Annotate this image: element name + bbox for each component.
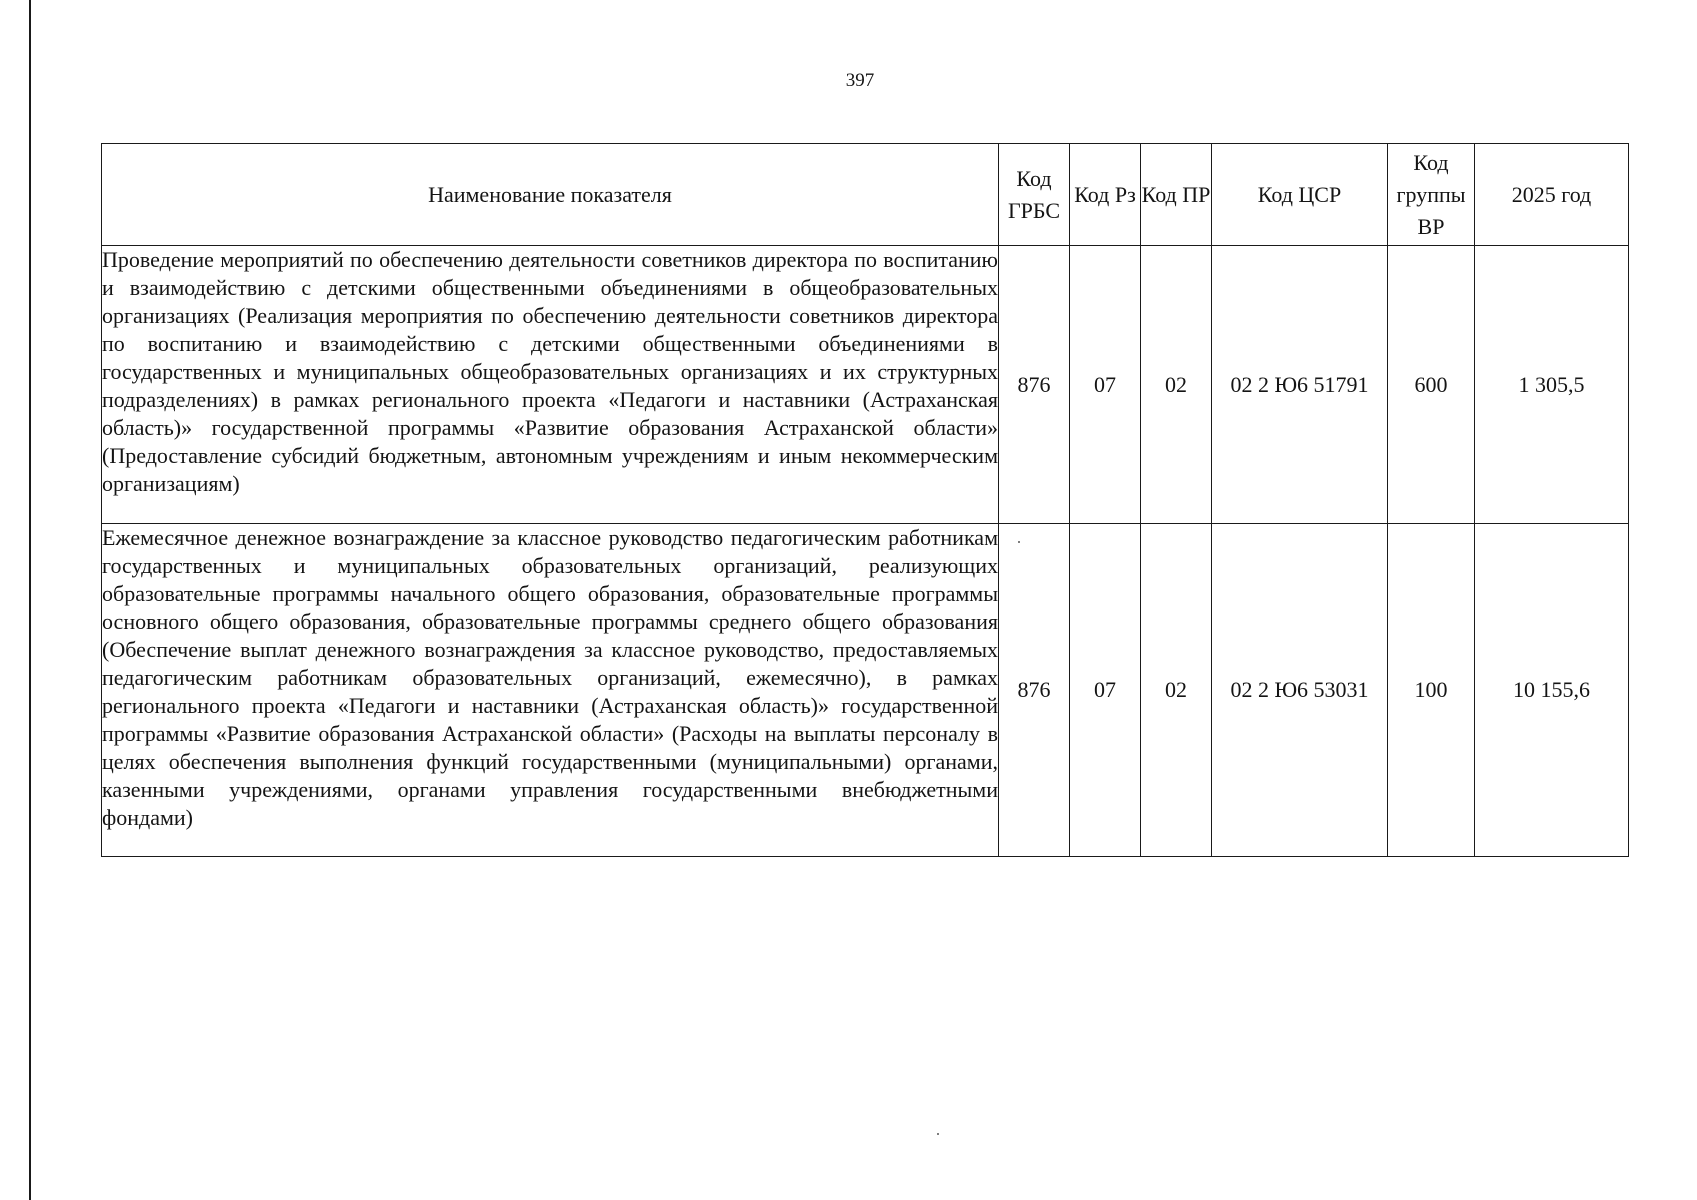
amount-2025-cell: 10 155,6 <box>1475 524 1629 857</box>
table-header-row <box>102 144 1629 246</box>
csr-code-cell: 02 2 Ю6 53031 <box>1212 524 1388 857</box>
vr-group-code-cell: 600 <box>1388 246 1475 524</box>
header-vr-group-code: Код группы ВР <box>1388 144 1475 246</box>
pr-code-cell: 02 <box>1141 246 1212 524</box>
amount-2025-cell: 1 305,5 <box>1475 246 1629 524</box>
rz-code-cell: 07 <box>1070 246 1141 524</box>
vr-group-code-cell: 100 <box>1388 524 1475 857</box>
header-year-2025: 2025 год <box>1475 144 1629 246</box>
page-number: 397 <box>845 70 875 91</box>
budget-table <box>101 143 1629 857</box>
header-rz-code: Код Рз <box>1070 144 1141 246</box>
scan-speck <box>1018 541 1020 543</box>
table-row <box>102 246 1629 524</box>
pr-code-cell: 02 <box>1141 524 1212 857</box>
table-row <box>102 524 1629 857</box>
indicator-name-cell: Проведение мероприятий по обеспечению деятельности советников директора по воспитанию и взаимодействию с детскими общественными объединениями в общеобразовательных организациях (Реализация мероприятия по обеспечению деятельности советников директора по воспитанию и взаимодействию с детскими общественными объединениями в государственных и муниципальных общеобразовательных организациях и их структурных подразделениях) в рамках регионального проекта «Педагоги и наставники (Астраханская область)» государственной программы «Развитие образования Астраханской области» (Предоставление субсидий бюджетным, автономным учреждениям и иным некоммерческим организациям) <box>102 246 999 524</box>
header-csr-code: Код ЦСР <box>1212 144 1388 246</box>
indicator-name-cell: Ежемесячное денежное вознаграждение за классное руководство педагогическим работникам государственных и муниципальных образовательных организаций, реализующих образовательные программы начального общего образования, образовательные программы основного общего образования, образовательные программы среднего общего образования (Обеспечение выплат денежного вознаграждения за классное руководство, предоставляемых педагогическим работникам образовательных организаций, ежемесячно), в рамках регионального проекта «Педагоги и наставники (Астраханская область)» государственной программы «Развитие образования Астраханской области» (Расходы на выплаты персоналу в целях обеспечения выполнения функций государственными (муниципальными) органами, казенными учреждениями, органами управления государственными внебюджетными фондами) <box>102 524 999 857</box>
scan-speck <box>937 1133 939 1135</box>
header-pr-code: Код ПР <box>1141 144 1212 246</box>
header-indicator-name: Наименование показателя <box>102 144 999 246</box>
grbs-code-cell: 876 <box>999 246 1070 524</box>
left-margin-rule <box>29 0 31 1200</box>
grbs-code-cell: 876 <box>999 524 1070 857</box>
header-grbs-code: Код ГРБС <box>999 144 1070 246</box>
rz-code-cell: 07 <box>1070 524 1141 857</box>
csr-code-cell: 02 2 Ю6 51791 <box>1212 246 1388 524</box>
